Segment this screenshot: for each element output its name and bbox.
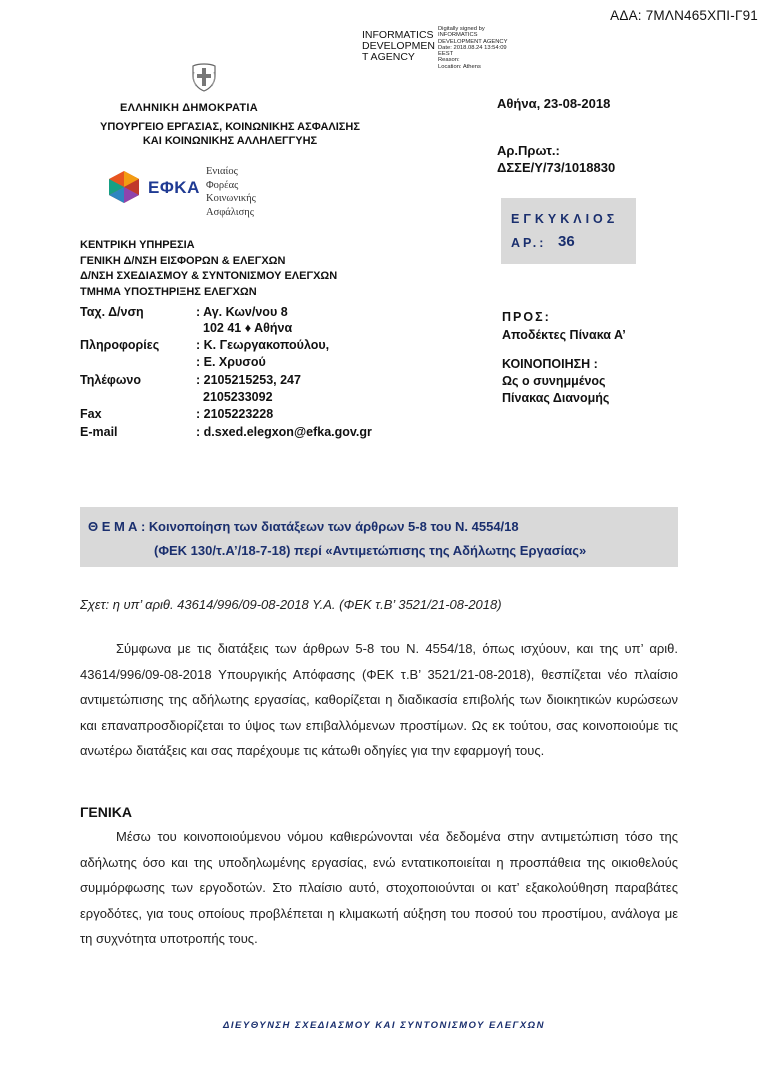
address-line-2: 102 41 ♦ Αθήνα [203, 321, 293, 335]
signature-agency: INFORMATICS DEVELOPMEN T AGENCY [362, 29, 435, 63]
circular-number-label: ΑΡ.: [511, 236, 547, 250]
reference-line: Σχετ: η υπ’ αριθ. 43614/996/09-08-2018 Υ.Α. (ΦΕΚ τ.Β’ 3521/21-08-2018) [80, 597, 502, 612]
email-value[interactable]: : d.sxed.elegxon@efka.gov.gr [196, 425, 372, 439]
body-paragraph-2: Μέσω του κοινοποιούμενου νόμου καθιερώνονται νέα δεδομένα στην αντιμετώπιση τόσο της αδήλωτης όσο και της υποδηλωμένης εργασίας, ενώ εντατικοποιείται η προσπάθεια της οικιοθελούς συμμόρφωσης των εργοδοτών. Στο πλαίσιο αυτό, στοχοποιούνται οι κατ’ εξακολούθηση παραβάτες εργοδότες, για τους οποίους προβλέπεται η κλιμακωτή αύξηση του ποσού του προστίμου, ανάλογα με τη συχνότητα υποτροπής τους. [80, 829, 678, 946]
info-label: Πληροφορίες [80, 338, 160, 352]
document-date: Αθήνα, 23-08-2018 [497, 96, 611, 111]
subject-line-2: (ΦΕΚ 130/τ.Α’/18-7-18) περί «Αντιμετώπισης της Αδήλωτης Εργασίας» [154, 543, 587, 558]
phone-line-1: : 2105215253, 247 [196, 373, 301, 387]
republic-title: ΕΛΛΗΝΙΚΗ ΔΗΜΟΚΡΑΤΙΑ [120, 102, 258, 114]
recipients-value: Αποδέκτες Πίνακα Α’ [502, 328, 626, 342]
recipients-label: ΠΡΟΣ: [502, 310, 551, 324]
fax-value: : 2105223228 [196, 407, 274, 421]
circular-box [501, 198, 636, 264]
ada-code: ΑΔΑ: 7ΜΛΝ465ΧΠΙ-Γ91 [610, 8, 758, 23]
phone-label: Τηλέφωνο [80, 373, 142, 387]
subject-label: Θ Ε Μ Α : [88, 519, 146, 534]
efka-logo-icon [106, 170, 142, 204]
ministry-title: ΥΠΟΥΡΓΕΙΟ ΕΡΓΑΣΙΑΣ, ΚΟΙΝΩΝΙΚΗΣ ΑΣΦΑΛΙΣΗΣ ΚΑΙ ΚΟΙΝΩΝΙΚΗΣ ΑΛΛΗΛΕΓΓΥΗΣ [100, 121, 360, 147]
address-label: Ταχ. Δ/νση [80, 305, 144, 319]
circular-label: ΕΓΚΥΚΛΙΟΣ [511, 212, 619, 226]
signature-details: Digitally signed by INFORMATICS DEVELOPMENT AGENCY Date: 2018.08.24 13:54:09 EEST Reason: Location: Athens [438, 26, 508, 70]
notification-block: ΚΟΙΝΟΠΟΙΗΣΗ : Ως ο συνημμένος Πίνακας Διανομής [502, 357, 610, 405]
body-paragraph-1: Σύμφωνα με τις διατάξεις των άρθρων 5-8 του Ν. 4554/18, όπως ισχύουν, και της υπ’ αριθ. 43614/996/09-08-2018 Υπουργικής Απόφασης (ΦΕΚ τ.Β’ 3521/21-08-2018), θεσπίζεται νέο πλαίσιο αντιμετώπισης της αδήλωτης εργασίας, καθορίζεται η διαδικασία επιβολής των διοικητικών κυρώσεων και επαναπροσδιορίζεται το ύψος των επιβαλλόμενων προστίμων. Ως εκ τούτου, σας κοινοποιούμε τις ανωτέρω διατάξεις και σας παρέχουμε τις κάτωθι οδηγίες για την εφαρμογή τους. [80, 641, 678, 758]
subject-box [80, 507, 678, 567]
protocol-label: Αρ.Πρωτ.: [497, 143, 560, 158]
phone-line-2: 2105233092 [203, 390, 273, 404]
page-footer: ΔΙΕΥΘΥΝΣΗ ΣΧΕΔΙΑΣΜΟΥ ΚΑΙ ΣΥΝΤΟΝΙΣΜΟΥ ΕΛΕΓΧΩΝ [223, 1020, 545, 1031]
info-line-1: : Κ. Γεωργακοπούλου, [196, 338, 330, 352]
protocol-number: ΔΣΣΕ/Υ/73/1018830 [497, 160, 616, 175]
department-block: ΚΕΝΤΡΙΚΗ ΥΠΗΡΕΣΙΑ ΓΕΝΙΚΗ Δ/ΝΣΗ ΕΙΣΦΟΡΩΝ & ΕΛΕΓΧΩΝ Δ/ΝΣΗ ΣΧΕΔΙΑΣΜΟΥ & ΣΥΝΤΟΝΙΣΜΟΥ ΕΛΕΓΧΩΝ ΤΜΗΜΑ ΥΠΟΣΤΗΡΙΞΗΣ ΕΛΕΓΧΩΝ [80, 239, 338, 298]
circular-number: 36 [558, 233, 575, 250]
address-line-1: : Αγ. Κων/νου 8 [196, 305, 288, 319]
section-heading-general: ΓΕΝΙΚΑ [80, 804, 132, 820]
fax-label: Fax [80, 407, 102, 421]
greek-coat-of-arms-icon [190, 62, 218, 92]
subject-line-1: Θ Ε Μ Α : Κοινοποίηση των διατάξεων των άρθρων 5-8 του Ν. 4554/18 [88, 519, 519, 534]
info-line-2: : Ε. Χρυσού [196, 355, 266, 369]
efka-logo-text: ΕΦΚΑ [148, 178, 200, 197]
efka-logo-subtitle: Ενιαίος Φορέας Κοινωνικής Ασφάλισης [206, 166, 256, 218]
email-label: E-mail [80, 425, 118, 439]
